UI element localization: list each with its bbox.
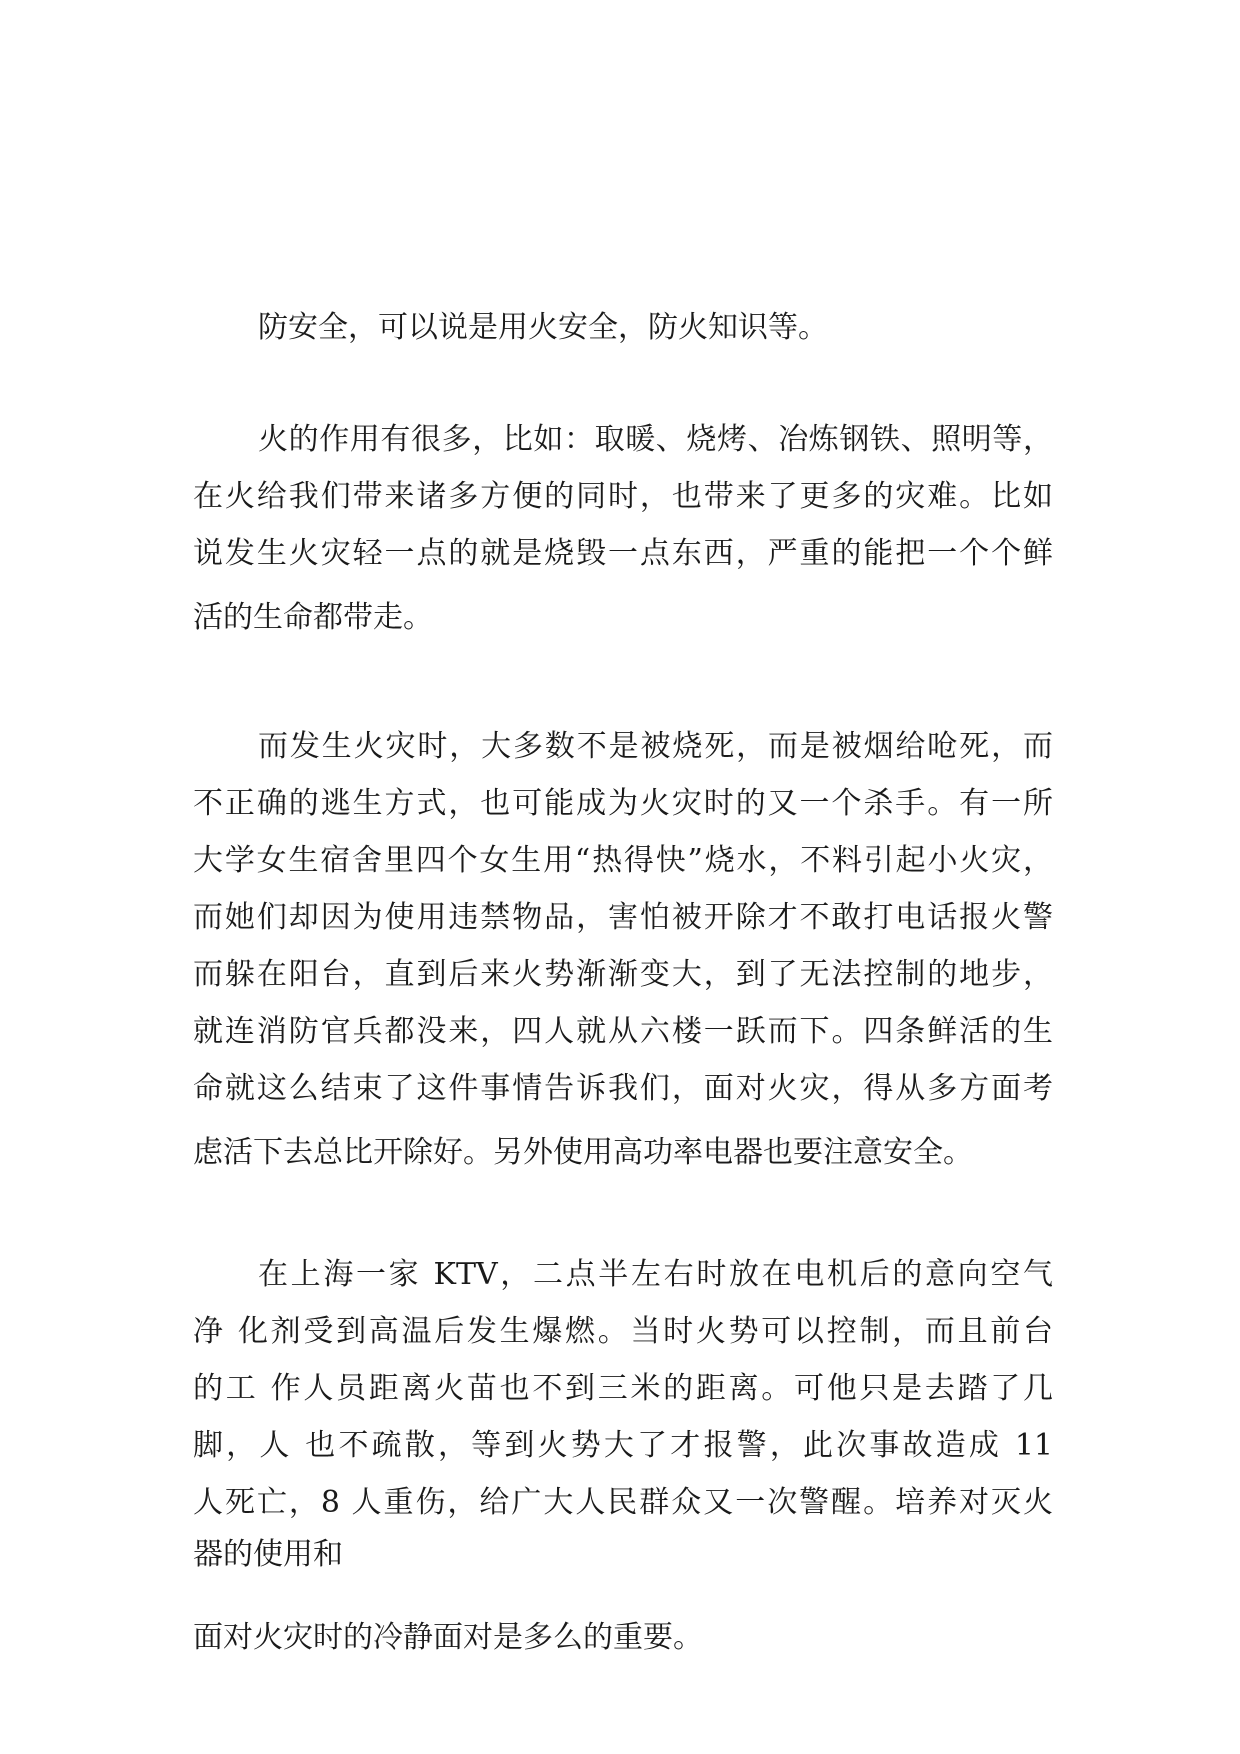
text-line: 活的生命都带走。 — [193, 600, 433, 635]
text-line: 人死亡，8 人重伤，给广大人民群众又一次警醒。培养对灭火 — [193, 1485, 1053, 1520]
text-line: 器的使用和 — [193, 1537, 343, 1572]
text-line: 而躲在阳台，直到后来火势渐渐变大，到了无法控制的地步， — [193, 957, 1053, 992]
text-line: 命就这么结束了这件事情告诉我们，面对火灾，得从多方面考 — [193, 1071, 1053, 1106]
text-line: 火的作用有很多，比如：取暖、烧烤、冶炼钢铁、照明等， — [258, 422, 1053, 457]
text-line: 在火给我们带来诸多方便的同时，也带来了更多的灾难。比如 — [193, 479, 1053, 514]
text-line: 的工 作人员距离火苗也不到三米的距离。可他只是去踏了几 — [193, 1371, 1053, 1406]
text-line: 而发生火灾时，大多数不是被烧死，而是被烟给呛死，而 — [258, 729, 1053, 764]
text-line: 而她们却因为使用违禁物品，害怕被开除才不敢打电话报火警 — [193, 900, 1053, 935]
text-line: 说发生火灾轻一点的就是烧毁一点东西，严重的能把一个个鲜 — [193, 536, 1053, 571]
text-line: 脚，人 也不疏散，等到火势大了才报警，此次事故造成 11 — [193, 1428, 1053, 1463]
text-line: 面对火灾时的冷静面对是多么的重要。 — [193, 1620, 703, 1655]
text-line: 不正确的逃生方式，也可能成为火灾时的又一个杀手。有一所 — [193, 786, 1053, 821]
text-line: 虑活下去总比开除好。另外使用高功率电器也要注意安全。 — [193, 1135, 973, 1170]
text-line: 防安全，可以说是用火安全，防火知识等。 — [258, 310, 828, 345]
text-line: 净 化剂受到高温后发生爆燃。当时火势可以控制，而且前台 — [193, 1314, 1053, 1349]
text-line: 在上海一家 KTV，二点半左右时放在电机后的意向空气 — [258, 1257, 1053, 1292]
text-line: 大学女生宿舍里四个女生用“热得快”烧水，不料引起小火灾， — [193, 843, 1053, 878]
text-line: 就连消防官兵都没来，四人就从六楼一跃而下。四条鲜活的生 — [193, 1014, 1053, 1049]
